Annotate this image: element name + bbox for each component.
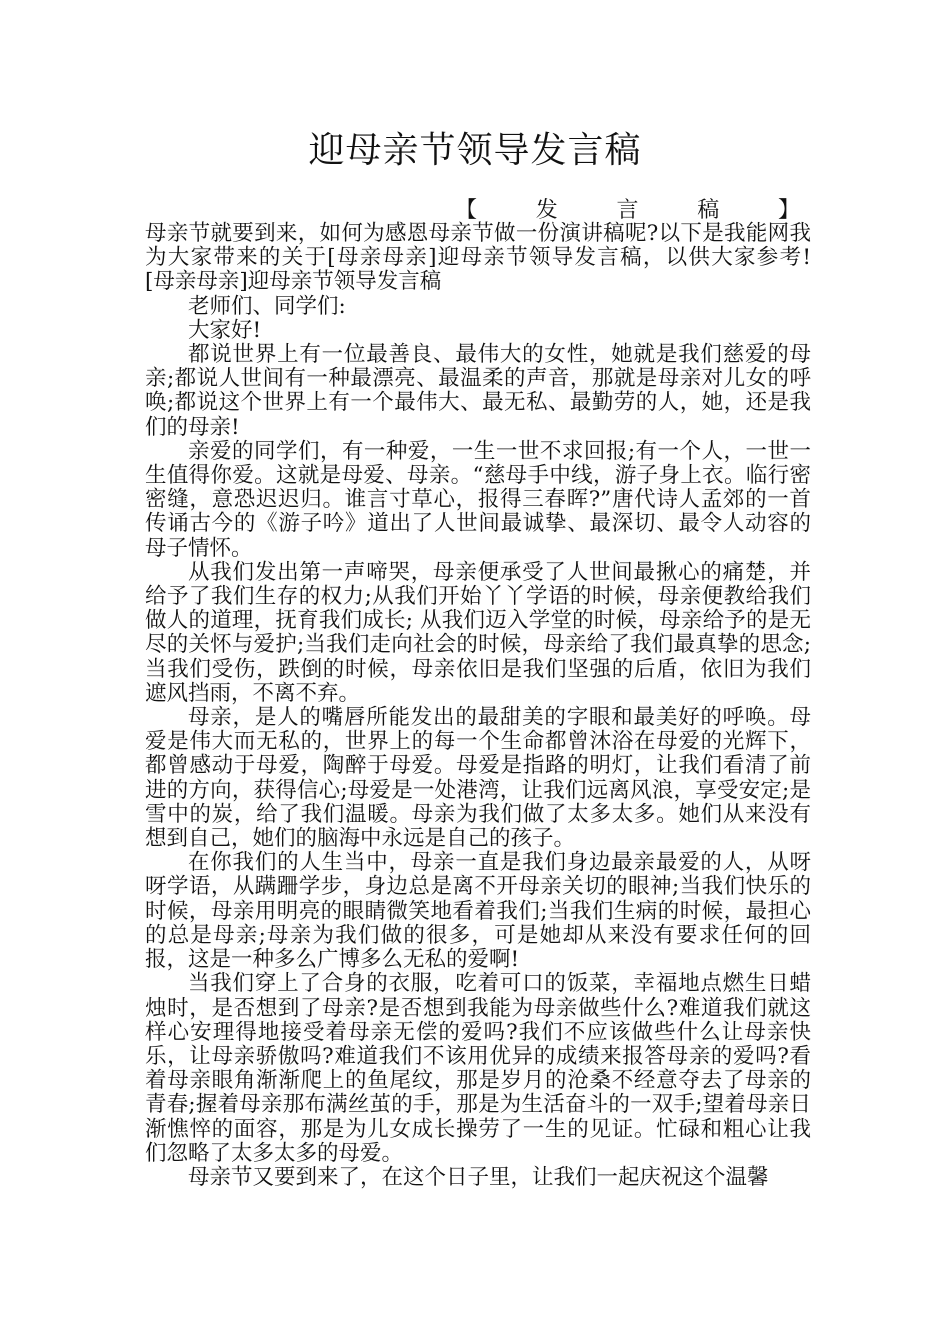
document-title: 迎母亲节领导发言稿 [308,130,642,171]
greeting: 大家好! [188,317,262,343]
salutation: 老师们、同学们: [188,293,346,319]
category-char: 言 [616,198,639,223]
document-body [145,221,855,1190]
category-bracket-open: 【 [455,198,478,223]
body-paragraph: 母亲节又要到来了，在这个日子里，让我们一起庆祝这个温馨 [188,1164,769,1190]
category-char: 稿 [697,198,720,223]
body-paragraph: 母亲，是人的嘴唇所能发出的最甜美的字眼和最美好的呼唤。母爱是伟大而无私的，世界上的每一个生命都曾沐浴在母爱的光辉下，都曾感动于母爱，陶醉于母爱。母爱是指路的明灯，让我们看清了前进的方向，获得信心;母爱是一处港湾，让我们远离风浪，享受安定;是雪中的炭，给了我们温暖。母亲为我们做了太多太多。她们从来没有想到自己，她们的脑海中永远是自己的孩子。 [145,705,811,852]
intro-paragraph: 母亲节就要到来，如何为感恩母亲节做一份演讲稿呢?以下是我能网我为大家带来的关于[母亲母亲]迎母亲节领导发言稿，以供大家参考! [母亲母亲]迎母亲节领导发言稿 [145,221,855,295]
category-char: 发 [535,198,558,223]
body-paragraph: 都说世界上有一位最善良、最伟大的女性，她就是我们慈爱的母亲;都说人世间有一种最漂亮、最温柔的声音，那就是母亲对儿女的呼唤;都说这个世界上有一个最伟大、最无私、最勤劳的人，她，还是我们的母亲! [145,342,811,440]
body-paragraph: 从我们发出第一声啼哭，母亲便承受了人世间最揪心的痛楚，并给予了我们生存的权力;从我们开始丫丫学语的时候，母亲便教给我们做人的道理，抚育我们成长; 从我们迈入学堂的时候，母亲给予的是无尽的关怀与爱护;当我们走向社会的时候，母亲给了我们最真挚的思念;当我们受伤，跌倒的时候，母亲依旧是我们坚强的后盾，依旧为我们遮风挡雨，不离不弃。 [145,559,811,706]
body-paragraph: 当我们穿上了合身的衣服，吃着可口的饭菜，幸福地点燃生日蜡烛时，是否想到了母亲?是否想到我能为母亲做些什么?难道我们就这样心安理得地接受着母亲无偿的爱吗?我们不应该做些什么让母亲快乐，让母亲骄傲吗?难道我们不该用优异的成绩来报答母亲的爱吗?看着母亲眼角渐渐爬上的鱼尾纹，那是岁月的沧桑不经意夺去了母亲的青春;握着母亲那布满丝茧的手，那是为生活奋斗的一双手;望着母亲日渐憔悴的面容，那是为儿女成长操劳了一生的见证。忙碌和粗心让我们忽略了太多太多的母爱。 [145,971,811,1166]
category-bracket-close: 】 [777,198,800,223]
body-paragraph: 亲爱的同学们，有一种爱，一生一世不求回报;有一个人，一世一生值得你爱。这就是母爱、母亲。“慈母手中线，游子身上衣。临行密密缝，意恐迟迟归。谁言寸草心，报得三春晖?”唐代诗人孟郊的一首传诵古今的《游子吟》道出了人世间最诚挚、最深切、最令人动容的母子情怀。 [145,438,811,561]
body-paragraph: 在你我们的人生当中，母亲一直是我们身边最亲最爱的人，从呀呀学语，从蹒跚学步，身边总是离不开母亲关切的眼神;当我们快乐的时候，母亲用明亮的眼睛微笑地看着我们;当我们生病的时候，最担心的总是母亲;母亲为我们做的很多，可是她却从来没有要求任何的回报，这是一种多么广博多么无私的爱啊! [145,850,811,973]
